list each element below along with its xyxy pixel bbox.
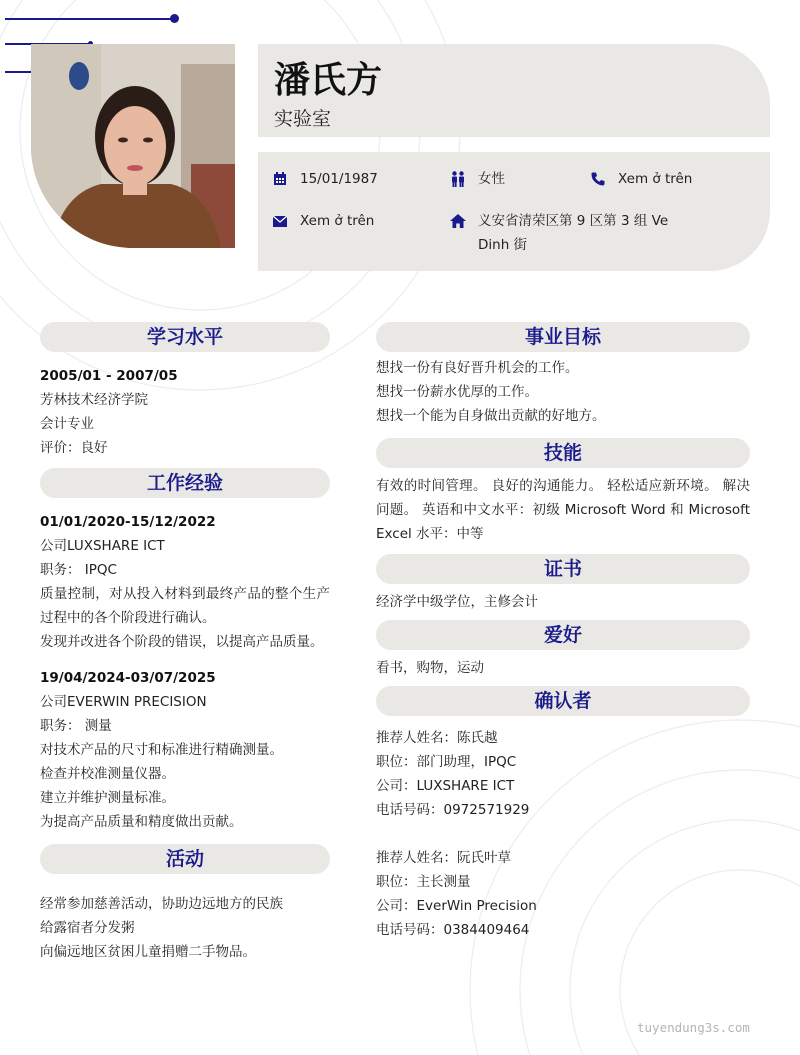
education-heading: 学习水平 (40, 322, 330, 352)
deco-dot-1 (170, 14, 179, 23)
info-birthdate (272, 167, 378, 191)
job-period: 19/04/2024-03/07/2025 (40, 670, 216, 686)
experience-section (40, 510, 330, 834)
phone-icon (590, 167, 606, 191)
info-email (272, 209, 374, 233)
email-text[interactable]: Xem ở trên (300, 213, 375, 229)
info-phone (590, 167, 692, 191)
hobbies-text: 看书，购物，运动 (376, 660, 484, 676)
job-position: 职务： 测量 (40, 718, 112, 734)
education-school: 芳林技术经济学院 (40, 392, 148, 408)
phone-text[interactable]: Xem ở trên (618, 171, 693, 187)
job-description: 质量控制，对从投入材料到最终产品的整个生产过程中的各个阶段进行确认。 (40, 586, 330, 626)
education-section (40, 364, 330, 460)
home-icon (450, 209, 466, 233)
activities-heading: 活动 (40, 844, 330, 874)
certificates-heading: 证书 (376, 554, 750, 584)
job-description: 对技术产品的尺寸和标准进行精确测量。 (40, 742, 283, 758)
address-text: 义安省清荣区第 9 区第 3 组 Ve Dinh 街 (478, 213, 669, 253)
education-period: 2005/01 - 2007/05 (40, 368, 178, 384)
job-description: 为提高产品质量和精度做出贡献。 (40, 814, 243, 830)
hobbies-heading: 爱好 (376, 620, 750, 650)
name-panel (258, 44, 770, 137)
gender-text: 女性 (478, 171, 505, 187)
objective-section (376, 356, 750, 428)
envelope-icon (272, 209, 288, 233)
reference-name: 推荐人姓名：陈氏越 (376, 730, 498, 746)
experience-heading: 工作经验 (40, 468, 330, 498)
info-gender (450, 167, 505, 191)
reference-company: 公司：EverWin Precision (376, 898, 537, 914)
activity-item: 经常参加慈善活动，协助边远地方的民族 (40, 896, 283, 912)
job-period: 01/01/2020-15/12/2022 (40, 514, 216, 530)
objective-item: 想找一份薪水优厚的工作。 (376, 384, 538, 400)
left-column (40, 322, 330, 964)
activity-item: 向偏远地区贫困儿童捐赠二手物品。 (40, 944, 256, 960)
reference-phone: 电话号码：0972571929 (376, 802, 530, 818)
reference-phone: 电话号码：0384409464 (376, 922, 530, 938)
references-heading: 确认者 (376, 686, 750, 716)
watermark: tuyendung3s.com (637, 1020, 750, 1035)
deco-line-1 (5, 18, 173, 20)
contact-panel (258, 152, 770, 271)
info-address (450, 209, 690, 257)
people-icon (450, 167, 466, 191)
birthdate-text: 15/01/1987 (300, 171, 378, 187)
references-section (376, 726, 750, 942)
reference-company: 公司：LUXSHARE ICT (376, 778, 515, 794)
activity-item: 给露宿者分发粥 (40, 920, 135, 936)
job-position: 职务： IPQC (40, 562, 117, 578)
education-major: 会计专业 (40, 416, 94, 432)
objective-heading: 事业目标 (376, 322, 750, 352)
objective-item: 想找一份有良好晋升机会的工作。 (376, 360, 579, 376)
reference-position: 职位：部门助理，IPQC (376, 754, 517, 770)
education-rating: 评价：良好 (40, 440, 108, 456)
reference-name: 推荐人姓名：阮氏叶草 (376, 850, 511, 866)
job-description: 发现并改进各个阶段的错误，以提高产品质量。 (40, 634, 324, 650)
activities-section (40, 892, 330, 964)
skills-text: 有效的时间管理。 良好的沟通能力。 轻松适应新环境。 解决问题。 英语和中文水平：初级 Microsoft Word 和 Microsoft Excel 水平：中等 (376, 478, 750, 542)
reference-position: 职位：主长测量 (376, 874, 471, 890)
job-description: 建立并维护测量标准。 (40, 790, 175, 806)
calendar-icon (272, 167, 288, 191)
job-title: 实验室 (274, 108, 332, 130)
job-company: 公司EVERWIN PRECISION (40, 694, 207, 710)
right-column (376, 322, 750, 942)
candidate-name: 潘氏方 (274, 60, 383, 101)
certificates-text: 经济学中级学位，主修会计 (376, 594, 538, 610)
objective-item: 想找一个能为自身做出贡献的好地方。 (376, 408, 606, 424)
profile-photo (31, 44, 235, 248)
job-description: 检查并校准测量仪器。 (40, 766, 175, 782)
job-company: 公司LUXSHARE ICT (40, 538, 165, 554)
skills-heading: 技能 (376, 438, 750, 468)
